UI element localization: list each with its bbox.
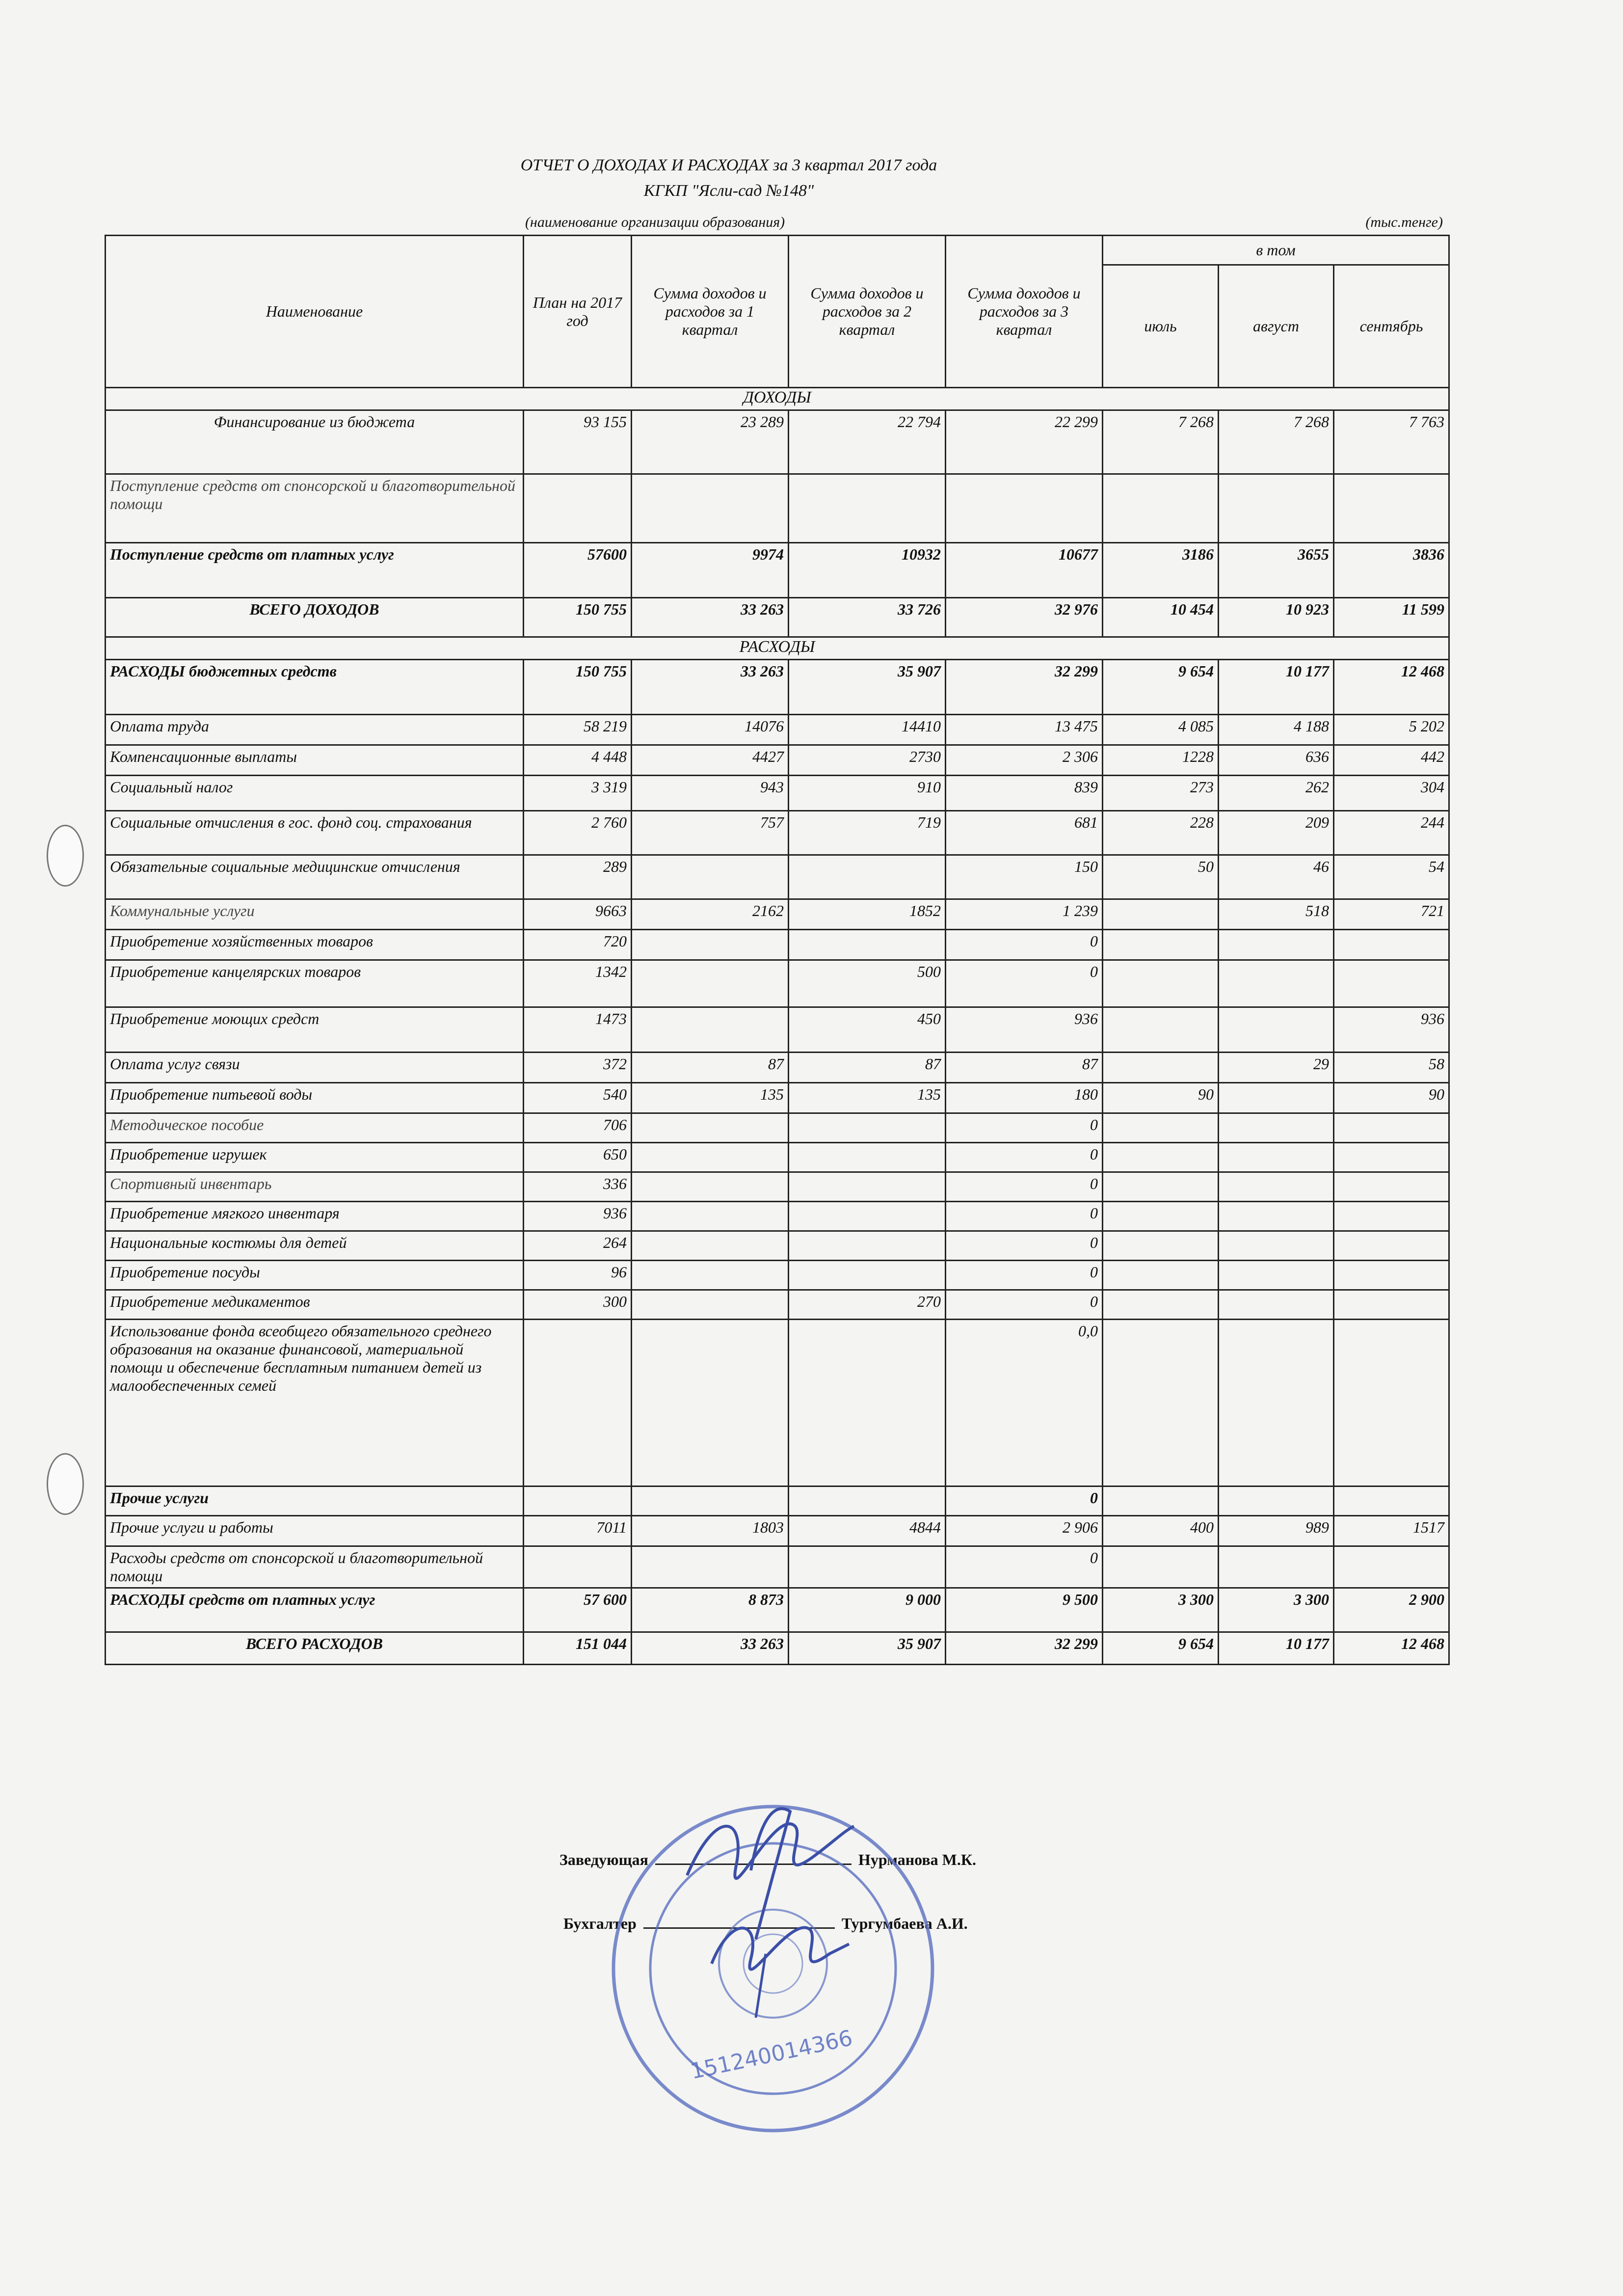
expense-row: [106, 1290, 1449, 1320]
cell-plan: 7011: [524, 1516, 632, 1546]
cell-sep: [1334, 1320, 1449, 1486]
cell-q2: [789, 1172, 946, 1202]
expense-row: [106, 1202, 1449, 1231]
cell-q3: 2 306: [946, 745, 1103, 776]
cell-plan: 3 319: [524, 776, 632, 811]
cell-sep: 1517: [1334, 1516, 1449, 1546]
cell-plan: 4 448: [524, 745, 632, 776]
cell-q1: [632, 1290, 789, 1320]
report-table: [105, 235, 1450, 1665]
cell-q2: [789, 1231, 946, 1261]
cell-sep: 12 468: [1334, 1632, 1449, 1665]
cell-aug: 3 300: [1219, 1588, 1334, 1632]
cell-q2: [789, 1320, 946, 1486]
row-name: Коммунальные услуги: [106, 899, 524, 930]
cell-sep: [1334, 1113, 1449, 1143]
cell-q1: 1803: [632, 1516, 789, 1546]
cell-q2: [789, 1113, 946, 1143]
cell-q2: 35 907: [789, 660, 946, 715]
cell-plan: 372: [524, 1053, 632, 1083]
cell-q2: 135: [789, 1083, 946, 1113]
cell-aug: [1219, 960, 1334, 1007]
cell-q1: [632, 1486, 789, 1516]
cell-plan: [524, 1546, 632, 1588]
cell-q2: [789, 1143, 946, 1172]
cell-sep: [1334, 1546, 1449, 1588]
cell-q3: 150: [946, 855, 1103, 899]
cell-q3: 0: [946, 1231, 1103, 1261]
head-role: Заведующая: [559, 1851, 648, 1868]
expense-row: [106, 811, 1449, 855]
cell-q1: [632, 1143, 789, 1172]
cell-aug: [1219, 930, 1334, 960]
section-income-label: ДОХОДЫ: [106, 388, 1449, 410]
cell-q1: [632, 960, 789, 1007]
cell-aug: [1219, 474, 1334, 543]
cell-sep: [1334, 960, 1449, 1007]
cell-plan: 96: [524, 1261, 632, 1290]
cell-plan: 58 219: [524, 715, 632, 745]
cell-plan: 1473: [524, 1007, 632, 1053]
expense-row: [106, 899, 1449, 930]
cell-jul: [1103, 1143, 1219, 1172]
cell-aug: [1219, 1202, 1334, 1231]
cell-q2: 87: [789, 1053, 946, 1083]
cell-plan: 264: [524, 1231, 632, 1261]
cell-q3: 0: [946, 1113, 1103, 1143]
header-july: июль: [1103, 265, 1219, 388]
expense-row: [106, 1320, 1449, 1486]
cell-q2: 14410: [789, 715, 946, 745]
cell-aug: 262: [1219, 776, 1334, 811]
cell-aug: [1219, 1546, 1334, 1588]
income-row: [106, 474, 1449, 543]
cell-q2: 10932: [789, 543, 946, 598]
header-august: август: [1219, 265, 1334, 388]
row-name: Использование фонда всеобщего обязательного среднего образования на оказание финансовой, материальной помощи и обеспечение бесплатным питанием детей из малообеспеченных семей: [106, 1320, 524, 1486]
cell-q2: 500: [789, 960, 946, 1007]
cell-sep: [1334, 1202, 1449, 1231]
cell-jul: [1103, 1172, 1219, 1202]
cell-q2: 9 000: [789, 1588, 946, 1632]
header-september: сентябрь: [1334, 265, 1449, 388]
section-expense: [106, 637, 1449, 660]
cell-q1: 2162: [632, 899, 789, 930]
cell-q2: [789, 474, 946, 543]
cell-q1: 33 263: [632, 598, 789, 637]
cell-aug: 209: [1219, 811, 1334, 855]
cell-q1: [632, 1007, 789, 1053]
cell-aug: [1219, 1007, 1334, 1053]
cell-q2: [789, 930, 946, 960]
cell-plan: [524, 474, 632, 543]
row-name: ВСЕГО ДОХОДОВ: [106, 598, 524, 637]
accountant-signature-mark: [702, 1905, 859, 2023]
row-name: Приобретение канцелярских товаров: [106, 960, 524, 1007]
cell-q3: 32 299: [946, 660, 1103, 715]
cell-plan: 720: [524, 930, 632, 960]
expense-row: [106, 1083, 1449, 1113]
cell-q2: 270: [789, 1290, 946, 1320]
cell-aug: 10 923: [1219, 598, 1334, 637]
row-name: Финансирование из бюджета: [106, 410, 524, 474]
cell-q2: 4844: [789, 1516, 946, 1546]
cell-q2: 450: [789, 1007, 946, 1053]
cell-q1: [632, 1546, 789, 1588]
cell-plan: 150 755: [524, 660, 632, 715]
units-label: (тыс.тенге): [1365, 214, 1443, 230]
expense-row: [106, 960, 1449, 1007]
cell-q3: 32 299: [946, 1632, 1103, 1665]
title-block: [103, 156, 1355, 200]
cell-jul: [1103, 474, 1219, 543]
cell-sep: 58: [1334, 1053, 1449, 1083]
cell-jul: [1103, 1053, 1219, 1083]
cell-plan: 9663: [524, 899, 632, 930]
cell-sep: 721: [1334, 899, 1449, 930]
cell-q3: 0: [946, 1261, 1103, 1290]
cell-sep: 5 202: [1334, 715, 1449, 745]
cell-plan: 57600: [524, 543, 632, 598]
cell-jul: 4 085: [1103, 715, 1219, 745]
cell-q1: [632, 474, 789, 543]
expense-row: [106, 1053, 1449, 1083]
cell-aug: [1219, 1143, 1334, 1172]
row-name: Оплата труда: [106, 715, 524, 745]
cell-plan: 151 044: [524, 1632, 632, 1665]
cell-q1: [632, 1320, 789, 1486]
cell-q3: 32 976: [946, 598, 1103, 637]
accountant-role: Бухгалтер: [563, 1915, 637, 1932]
cell-q2: [789, 1486, 946, 1516]
cell-q1: [632, 1113, 789, 1143]
cell-jul: [1103, 1290, 1219, 1320]
cell-q3: 0: [946, 1290, 1103, 1320]
header-q2: Сумма доходов и расходов за 2 квартал: [789, 236, 946, 388]
row-name: Национальные костюмы для детей: [106, 1231, 524, 1261]
cell-sep: 54: [1334, 855, 1449, 899]
cell-sep: [1334, 930, 1449, 960]
cell-jul: [1103, 960, 1219, 1007]
row-name: Оплата услуг связи: [106, 1053, 524, 1083]
cell-q1: [632, 855, 789, 899]
cell-plan: 57 600: [524, 1588, 632, 1632]
stamp-number: 151240014366: [688, 2025, 855, 2084]
expense-row: [106, 715, 1449, 745]
cell-plan: 1342: [524, 960, 632, 1007]
report-title: ОТЧЕТ О ДОХОДАХ И РАСХОДАХ за 3 квартал 2017 года: [520, 156, 937, 174]
cell-q1: 87: [632, 1053, 789, 1083]
cell-sep: 7 763: [1334, 410, 1449, 474]
cell-q3: 0: [946, 1546, 1103, 1588]
row-name: РАСХОДЫ средств от платных услуг: [106, 1588, 524, 1632]
cell-q1: [632, 930, 789, 960]
cell-q3: 0: [946, 1172, 1103, 1202]
report-body: [106, 388, 1449, 1665]
cell-q1: 9974: [632, 543, 789, 598]
cell-jul: [1103, 1261, 1219, 1290]
cell-q2: 2730: [789, 745, 946, 776]
cell-plan: 650: [524, 1143, 632, 1172]
cell-sep: 936: [1334, 1007, 1449, 1053]
cell-q2: [789, 1546, 946, 1588]
income-row: [106, 543, 1449, 598]
org-caption: (наименование организации образования): [525, 214, 785, 230]
expense-row: [106, 1486, 1449, 1516]
cell-q2: 719: [789, 811, 946, 855]
income-total-row: [106, 598, 1449, 637]
row-name: Методическое пособие: [106, 1113, 524, 1143]
expense-row: [106, 1231, 1449, 1261]
row-name: Поступление средств от спонсорской и благотворительной помощи: [106, 474, 524, 543]
cell-jul: 10 454: [1103, 598, 1219, 637]
cell-jul: 7 268: [1103, 410, 1219, 474]
income-row: [106, 410, 1449, 474]
header-q3: Сумма доходов и расходов за 3 квартал: [946, 236, 1103, 388]
cell-sep: 244: [1334, 811, 1449, 855]
cell-aug: 46: [1219, 855, 1334, 899]
cell-aug: [1219, 1172, 1334, 1202]
cell-q1: 14076: [632, 715, 789, 745]
section-income: [106, 388, 1449, 410]
cell-plan: 150 755: [524, 598, 632, 637]
cell-jul: 9 654: [1103, 1632, 1219, 1665]
row-name: Приобретение питьевой воды: [106, 1083, 524, 1113]
cell-aug: 7 268: [1219, 410, 1334, 474]
cell-jul: 9 654: [1103, 660, 1219, 715]
cell-q2: 910: [789, 776, 946, 811]
cell-aug: [1219, 1320, 1334, 1486]
expense-row: [106, 1546, 1449, 1588]
expense-row: [106, 776, 1449, 811]
expense-row: [106, 1143, 1449, 1172]
cell-q3: 180: [946, 1083, 1103, 1113]
cell-q3: 0: [946, 1202, 1103, 1231]
expense-row: [106, 855, 1449, 899]
header-plan: План на 2017 год: [524, 236, 632, 388]
cell-aug: 4 188: [1219, 715, 1334, 745]
expense-row: [106, 1516, 1449, 1546]
cell-q1: 757: [632, 811, 789, 855]
cell-q3: 0: [946, 1143, 1103, 1172]
cell-q3: 1 239: [946, 899, 1103, 930]
cell-sep: [1334, 1261, 1449, 1290]
row-name: Обязательные социальные медицинские отчисления: [106, 855, 524, 899]
cell-q3: 10677: [946, 543, 1103, 598]
row-name: Приобретение посуды: [106, 1261, 524, 1290]
row-name: Социальные отчисления в гос. фонд соц. страхования: [106, 811, 524, 855]
cell-jul: 1228: [1103, 745, 1219, 776]
row-name: Приобретение хозяйственных товаров: [106, 930, 524, 960]
row-name: Спортивный инвентарь: [106, 1172, 524, 1202]
cell-jul: [1103, 1546, 1219, 1588]
cell-aug: [1219, 1486, 1334, 1516]
cell-q3: 0,0: [946, 1320, 1103, 1486]
cell-jul: [1103, 1007, 1219, 1053]
expense-row: [106, 930, 1449, 960]
cell-plan: 2 760: [524, 811, 632, 855]
cell-q1: 23 289: [632, 410, 789, 474]
cell-jul: 90: [1103, 1083, 1219, 1113]
cell-jul: [1103, 899, 1219, 930]
cell-q1: [632, 1261, 789, 1290]
row-name: Прочие услуги и работы: [106, 1516, 524, 1546]
cell-jul: 3 300: [1103, 1588, 1219, 1632]
cell-jul: [1103, 1486, 1219, 1516]
cell-aug: 29: [1219, 1053, 1334, 1083]
row-name: Приобретение медикаментов: [106, 1290, 524, 1320]
cell-jul: [1103, 930, 1219, 960]
cell-q3: 2 906: [946, 1516, 1103, 1546]
expense-row: [106, 1588, 1449, 1632]
cell-jul: 273: [1103, 776, 1219, 811]
cell-plan: 336: [524, 1172, 632, 1202]
accountant-name: Тургумбаева А.И.: [841, 1915, 968, 1932]
cell-q2: 1852: [789, 899, 946, 930]
cell-sep: [1334, 1172, 1449, 1202]
cell-sep: 2 900: [1334, 1588, 1449, 1632]
cell-q2: 22 794: [789, 410, 946, 474]
row-name: Прочие услуги: [106, 1486, 524, 1516]
expense-total-row: [106, 1632, 1449, 1665]
cell-q1: 943: [632, 776, 789, 811]
cell-aug: 10 177: [1219, 660, 1334, 715]
cell-plan: 706: [524, 1113, 632, 1143]
cell-plan: 93 155: [524, 410, 632, 474]
row-name: РАСХОДЫ бюджетных средств: [106, 660, 524, 715]
punch-hole: [47, 825, 84, 887]
cell-jul: [1103, 1202, 1219, 1231]
cell-q2: 35 907: [789, 1632, 946, 1665]
punch-hole: [47, 1453, 84, 1515]
cell-q2: [789, 1202, 946, 1231]
expense-row: [106, 1172, 1449, 1202]
cell-sep: 3836: [1334, 543, 1449, 598]
cell-aug: [1219, 1290, 1334, 1320]
cell-aug: 636: [1219, 745, 1334, 776]
header-name: Наименование: [106, 236, 524, 388]
header-including: в том: [1103, 236, 1449, 265]
section-expense-label: РАСХОДЫ: [106, 637, 1449, 660]
cell-q3: 87: [946, 1053, 1103, 1083]
cell-jul: [1103, 1113, 1219, 1143]
expense-row: [106, 1113, 1449, 1143]
cell-plan: [524, 1486, 632, 1516]
cell-plan: 300: [524, 1290, 632, 1320]
row-name: ВСЕГО РАСХОДОВ: [106, 1632, 524, 1665]
cell-sep: 304: [1334, 776, 1449, 811]
cell-q1: [632, 1231, 789, 1261]
cell-jul: 50: [1103, 855, 1219, 899]
cell-sep: 11 599: [1334, 598, 1449, 637]
cell-jul: 3186: [1103, 543, 1219, 598]
cell-q3: 9 500: [946, 1588, 1103, 1632]
cell-q1: [632, 1172, 789, 1202]
row-name: Поступление средств от платных услуг: [106, 543, 524, 598]
cell-sep: 442: [1334, 745, 1449, 776]
header-q1: Сумма доходов и расходов за 1 квартал: [632, 236, 789, 388]
cell-q1: [632, 1202, 789, 1231]
cell-q1: 8 873: [632, 1588, 789, 1632]
cell-jul: 228: [1103, 811, 1219, 855]
cell-plan: 936: [524, 1202, 632, 1231]
expense-row: [106, 660, 1449, 715]
organization-name: КГКП "Ясли-сад №148": [643, 182, 814, 200]
cell-sep: [1334, 1143, 1449, 1172]
cell-sep: [1334, 474, 1449, 543]
cell-jul: [1103, 1320, 1219, 1486]
cell-jul: [1103, 1231, 1219, 1261]
cell-plan: 289: [524, 855, 632, 899]
cell-q1: 33 263: [632, 660, 789, 715]
row-name: Приобретение мягкого инвентаря: [106, 1202, 524, 1231]
row-name: Социальный налог: [106, 776, 524, 811]
row-name: Компенсационные выплаты: [106, 745, 524, 776]
cell-q2: [789, 855, 946, 899]
cell-sep: 90: [1334, 1083, 1449, 1113]
cell-aug: 989: [1219, 1516, 1334, 1546]
cell-q3: 839: [946, 776, 1103, 811]
head-name: Нурманова М.К.: [858, 1851, 977, 1868]
cell-aug: [1219, 1261, 1334, 1290]
cell-q2: [789, 1261, 946, 1290]
cell-q1: 135: [632, 1083, 789, 1113]
cell-q3: 0: [946, 930, 1103, 960]
cell-sep: 12 468: [1334, 660, 1449, 715]
cell-q1: 4427: [632, 745, 789, 776]
expense-row: [106, 1261, 1449, 1290]
cell-jul: 400: [1103, 1516, 1219, 1546]
cell-sep: [1334, 1231, 1449, 1261]
cell-aug: 518: [1219, 899, 1334, 930]
expense-row: [106, 1007, 1449, 1053]
cell-aug: [1219, 1083, 1334, 1113]
cell-aug: [1219, 1113, 1334, 1143]
expense-row: [106, 745, 1449, 776]
cell-sep: [1334, 1486, 1449, 1516]
row-name: Приобретение моющих средст: [106, 1007, 524, 1053]
cell-q3: 13 475: [946, 715, 1103, 745]
cell-q3: [946, 474, 1103, 543]
cell-q3: 0: [946, 960, 1103, 1007]
cell-plan: 540: [524, 1083, 632, 1113]
cell-q1: 33 263: [632, 1632, 789, 1665]
cell-aug: 10 177: [1219, 1632, 1334, 1665]
row-name: Приобретение игрушек: [106, 1143, 524, 1172]
cell-aug: 3655: [1219, 543, 1334, 598]
cell-q3: 22 299: [946, 410, 1103, 474]
cell-q3: 681: [946, 811, 1103, 855]
row-name: Расходы средств от спонсорской и благотворительной помощи: [106, 1546, 524, 1588]
cell-sep: [1334, 1290, 1449, 1320]
cell-plan: [524, 1320, 632, 1486]
cell-q3: 0: [946, 1486, 1103, 1516]
cell-aug: [1219, 1231, 1334, 1261]
cell-q2: 33 726: [789, 598, 946, 637]
cell-q3: 936: [946, 1007, 1103, 1053]
